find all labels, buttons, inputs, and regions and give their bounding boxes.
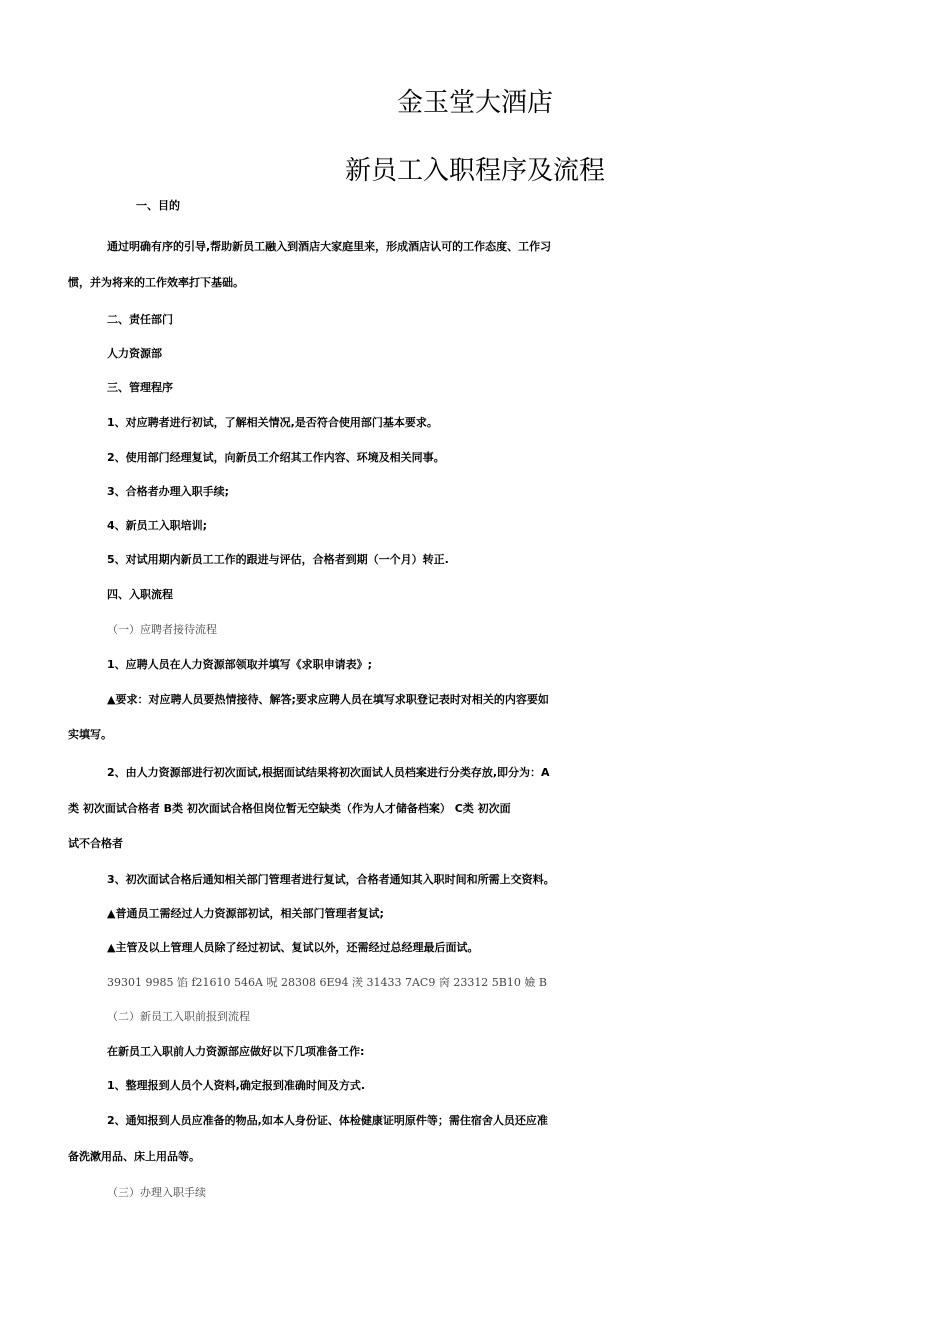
pre-onboarding-item-2-line-1: 2、通知报到人员应准备的物品,如本人身份证、体检健康证明原件等；需住宿舍人员还应准 xyxy=(107,1114,548,1127)
document-subtitle: 新员工入职程序及流程 xyxy=(344,156,605,186)
reception-item-2-line-2: 类 初次面试合格者 B类 初次面试合格但岗位暂无空缺类（作为人才储备档案） C类 初次面 xyxy=(68,802,511,815)
requirement-line-2: 实填写。 xyxy=(68,728,112,741)
sub-heading-pre-onboarding: （二）新员工入职前报到流程 xyxy=(107,1010,250,1023)
procedure-item-5: 5、对试用期内新员工工作的跟进与评估，合格者到期（一个月）转正. xyxy=(107,553,449,566)
purpose-text-line-1: 通过明确有序的引导,帮助新员工融入到酒店大家庭里来，形成酒店认可的工作态度、工作习 xyxy=(107,240,552,253)
garbled-text-line: 39301 9985 馅 f21610 546A 呪 28308 6E94 湵 31433 7AC9 窉 23312 5B10 嬐 B xyxy=(107,976,547,989)
note-managers: ▲主管及以上管理人员除了经过初试、复试以外，还需经过总经理最后面试。 xyxy=(107,941,479,954)
procedure-item-1: 1、对应聘者进行初试，了解相关情况,是否符合使用部门基本要求。 xyxy=(107,416,438,429)
reception-item-2-line-1: 2、由人力资源部进行初次面试,根据面试结果将初次面试人员档案进行分类存放,即分为：A xyxy=(107,766,550,779)
requirement-line-1: ▲要求：对应聘人员要热情接待、解答;要求应聘人员在填写求职登记表时对相关的内容要如 xyxy=(107,693,549,706)
section-onboarding-heading: 四、入职流程 xyxy=(107,588,173,601)
section-department-heading: 二、责任部门 xyxy=(107,313,173,326)
procedure-item-3: 3、合格者办理入职手续; xyxy=(107,485,230,498)
hotel-title: 金玉堂大酒店 xyxy=(396,88,553,118)
sub-heading-reception: （一）应聘者接待流程 xyxy=(107,623,217,636)
procedure-item-2: 2、使用部门经理复试，向新员工介绍其工作内容、环境及相关同事。 xyxy=(107,451,445,464)
reception-item-3: 3、初次面试合格后通知相关部门管理者进行复试，合格者通知其入职时间和所需上交资料。 xyxy=(107,873,555,886)
pre-onboarding-intro: 在新员工入职前人力资源部应做好以下几项准备工作: xyxy=(107,1045,365,1058)
sub-heading-procedures: （三）办理入职手续 xyxy=(107,1186,206,1199)
reception-item-1: 1、应聘人员在人力资源部领取并填写《求职申请表》; xyxy=(107,658,373,671)
note-regular-staff: ▲普通员工需经过人力资源部初试，相关部门管理者复试; xyxy=(107,907,384,920)
reception-item-2-line-3: 试不合格者 xyxy=(68,837,123,850)
pre-onboarding-item-1: 1、整理报到人员个人资料,确定报到准确时间及方式. xyxy=(107,1079,366,1092)
procedure-item-4: 4、新员工入职培训; xyxy=(107,519,208,532)
pre-onboarding-item-2-line-2: 备洗漱用品、床上用品等。 xyxy=(68,1150,200,1163)
section-purpose-heading: 一、目的 xyxy=(136,199,180,212)
section-procedure-heading: 三、管理程序 xyxy=(107,381,173,394)
purpose-text-line-2: 惯，并为将来的工作效率打下基础。 xyxy=(68,276,244,289)
department-text: 人力资源部 xyxy=(107,347,162,360)
